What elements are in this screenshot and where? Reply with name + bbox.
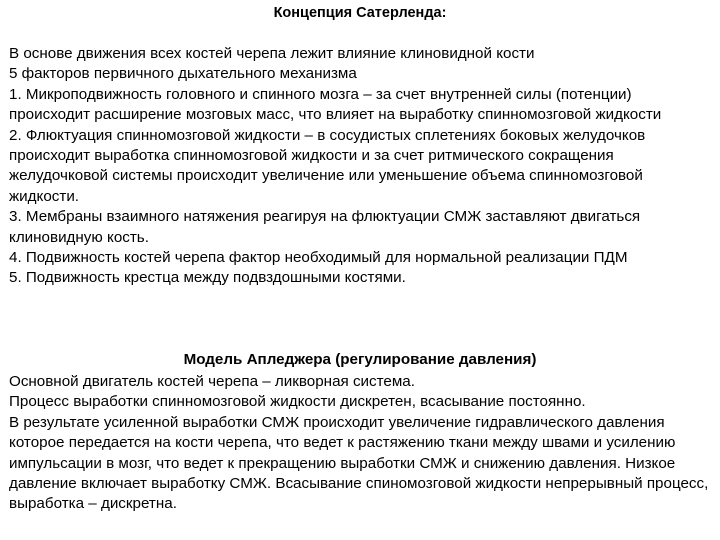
section1-paragraph: 1. Микроподвижность головного и спинного мозга – за счет внутренней силы (потенции) происходит расширение мозговых масс, что влияет на выработку спинномозговой жидкости xyxy=(9,85,662,124)
section1-paragraph: 2. Флюктуация спинномозговой жидкости – в сосудистых сплетениях боковых желудочков происходит выработка спинномозговой жидкости и за счет ритмического сокращения желудочковой системы происходит увеличение или уменьшение объема спинномозговой жидкости. xyxy=(9,126,646,205)
section2-paragraph: Процесс выработки спинномозговой жидкости дискретен, всасывание постоянно. xyxy=(9,393,586,411)
section1-paragraph: 3. Мембраны взаимного натяжения реагируя на флюктуации СМЖ заставляют двигаться клиновидную кость. xyxy=(9,208,641,246)
section1-paragraph: В основе движения всех костей черепа лежит влияние клиновидной кости xyxy=(9,45,535,62)
section2-paragraph: В результате усиленной выработки СМЖ происходит увеличение гидравлического давления которое передается на кости черепа, что ведет к растяжению ткани между швами и усилению импульсации в мозг, что ведет к прекращению выработки СМЖ и снижению давления. Низкое давление включает выработку СМЖ. Всасывание спиномозговой жидкости непрерывный процесс, выработка – дискретна. xyxy=(9,413,709,513)
section1-title: Концепция Сатерленда: xyxy=(273,5,447,21)
section2-paragraph: Основной двигатель костей черепа – ликворная система. xyxy=(9,373,415,390)
section1-paragraph: 5. Подвижность крестца между подвздошными костями. xyxy=(9,269,406,287)
section1-body xyxy=(9,44,712,289)
section2-body xyxy=(9,372,712,515)
section2-title: Модель Апледжера (регулирование давления) xyxy=(183,351,537,368)
section1-paragraph: 5 факторов первичного дыхательного механизма xyxy=(9,65,357,83)
section1-paragraph: 4. Подвижность костей черепа фактор необходимый для нормальной реализации ПДМ xyxy=(9,249,628,267)
